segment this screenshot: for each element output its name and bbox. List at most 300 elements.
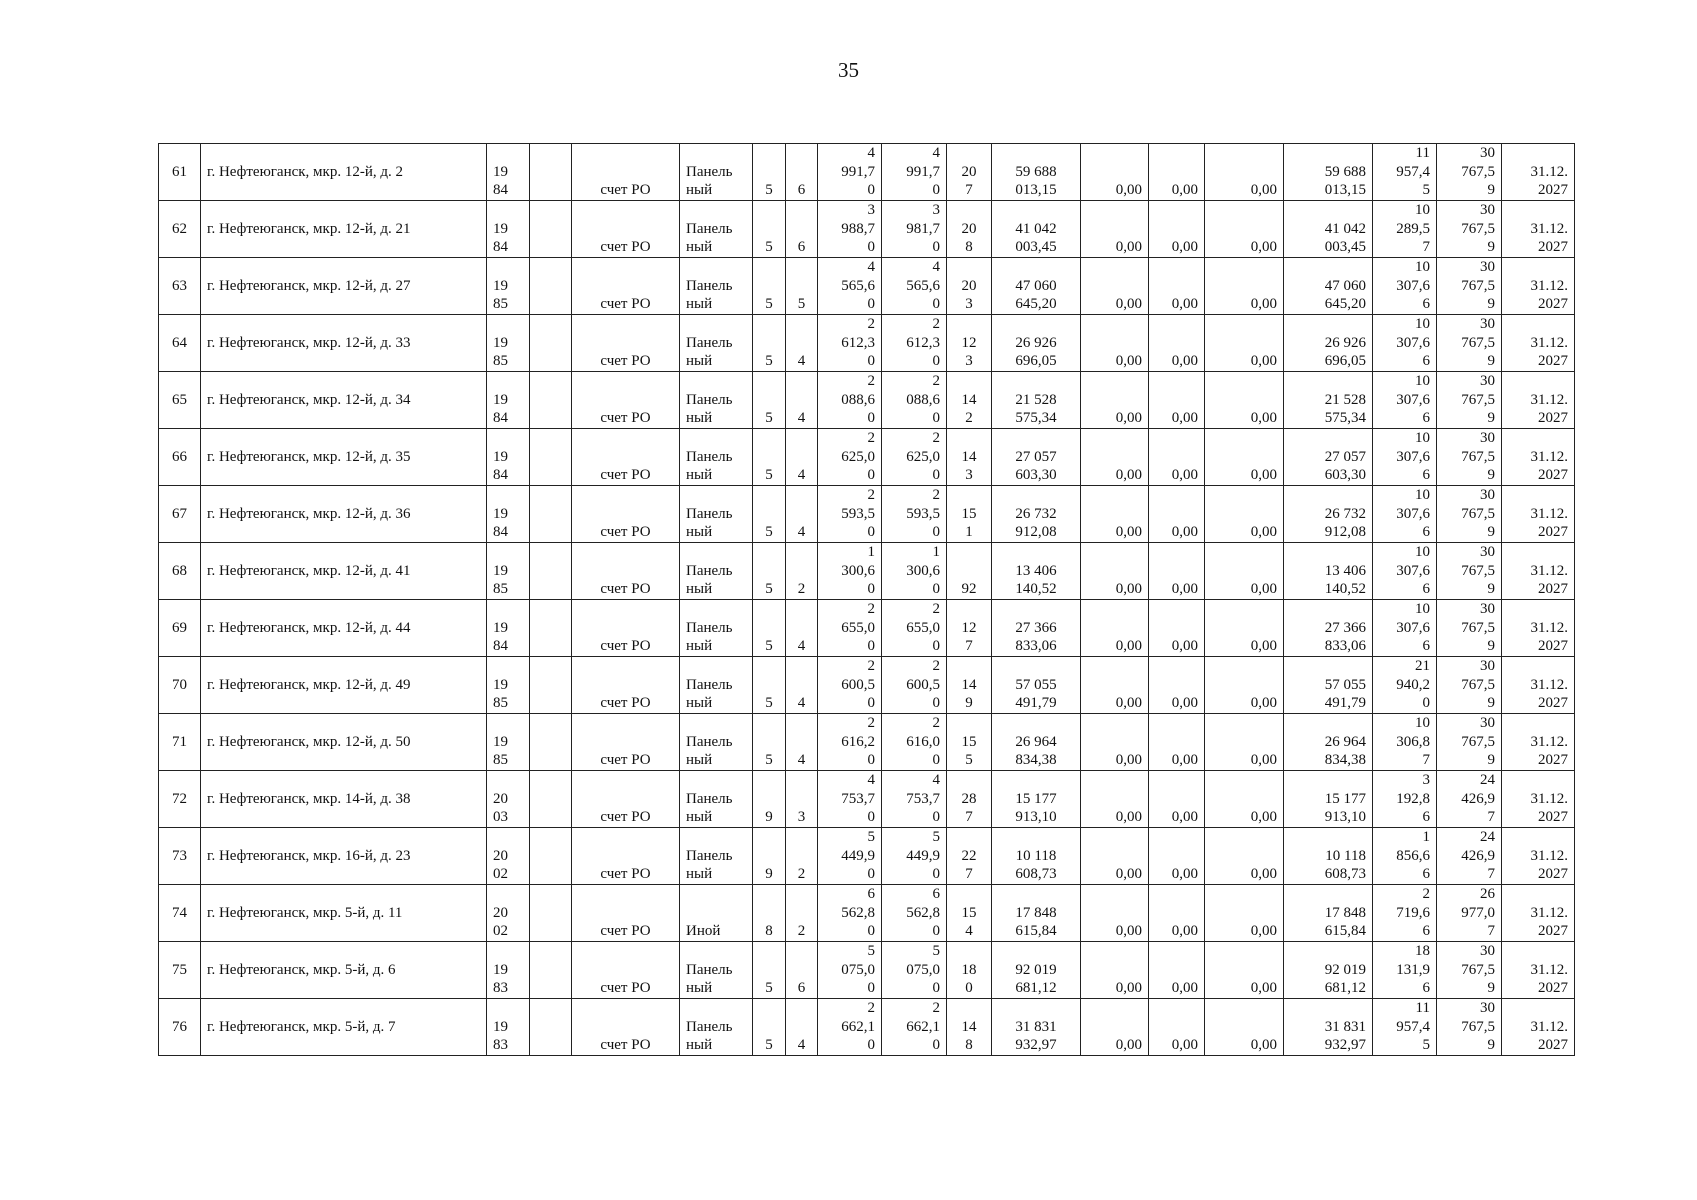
fund-regional: 0,00	[1149, 828, 1205, 885]
living-area-line: 655,0	[906, 619, 940, 636]
total-area-line: 2	[867, 373, 875, 389]
wall-material	[680, 543, 753, 600]
deadline	[1502, 144, 1575, 201]
total-area	[818, 657, 882, 714]
living-area	[882, 714, 947, 771]
limit-cost-line: 767,5	[1461, 961, 1495, 978]
entrances-count: 6	[786, 201, 818, 258]
total-area-line: 5	[867, 829, 875, 845]
limit-cost-line: 767,5	[1461, 619, 1495, 636]
total-cost	[992, 543, 1081, 600]
residents-count	[947, 486, 992, 543]
commission-year-line: 84	[493, 638, 508, 655]
deadline-line: 31.12.	[1530, 505, 1568, 522]
limit-cost	[1437, 429, 1502, 486]
fund-federal: 0,00	[1081, 144, 1149, 201]
entrances-count: 2	[786, 543, 818, 600]
residents-count	[947, 258, 992, 315]
total-area	[818, 942, 882, 999]
house-address: г. Нефтеюганск, мкр. 5-й, д. 6	[201, 942, 487, 999]
unit-cost	[1373, 486, 1437, 543]
residents-count	[947, 315, 992, 372]
residents-count	[947, 828, 992, 885]
unit-cost-line: 0	[1422, 695, 1430, 712]
unit-cost-line: 307,6	[1396, 562, 1430, 579]
unit-cost-line: 10	[1415, 430, 1430, 446]
total-area-line: 655,0	[841, 619, 875, 636]
total-cost-line: 57 055	[1015, 676, 1057, 693]
total-area-line: 0	[867, 524, 875, 541]
limit-cost	[1437, 942, 1502, 999]
total-cost-line: 603,30	[1015, 467, 1057, 484]
owners-funds-line: 26 964	[1324, 733, 1366, 750]
house-address: г. Нефтеюганск, мкр. 12-й, д. 44	[201, 600, 487, 657]
blank-cell	[530, 543, 572, 600]
total-cost-line: 92 019	[1015, 961, 1057, 978]
unit-cost	[1373, 201, 1437, 258]
unit-cost	[1373, 714, 1437, 771]
fund-method: счет РО	[572, 144, 680, 201]
residents-count-line: 28	[961, 790, 977, 807]
wall-material-line: Панель	[686, 562, 733, 579]
limit-cost-line: 9	[1487, 581, 1495, 598]
total-cost-line: 912,08	[1015, 524, 1057, 541]
blank-cell	[530, 258, 572, 315]
living-area	[882, 885, 947, 942]
living-area-line: 0	[932, 296, 940, 313]
fund-regional: 0,00	[1149, 600, 1205, 657]
unit-cost-line: 3	[1422, 772, 1430, 788]
limit-cost	[1437, 771, 1502, 828]
deadline-line: 31.12.	[1530, 961, 1568, 978]
living-area	[882, 315, 947, 372]
fund-local: 0,00	[1205, 258, 1284, 315]
owners-funds	[1284, 315, 1373, 372]
total-cost	[992, 771, 1081, 828]
wall-material-line: ный	[686, 809, 713, 826]
limit-cost-line: 7	[1487, 866, 1495, 883]
fund-method: счет РО	[572, 201, 680, 258]
commission-year-line: 02	[493, 866, 508, 883]
fund-regional: 0,00	[1149, 144, 1205, 201]
unit-cost-line: 306,8	[1396, 733, 1430, 750]
entrances-count: 4	[786, 486, 818, 543]
living-area-line: 2	[932, 1000, 940, 1016]
residents-count-line: 8	[965, 1037, 973, 1054]
unit-cost-line: 21	[1415, 658, 1430, 674]
unit-cost	[1373, 657, 1437, 714]
living-area-line: 0	[932, 752, 940, 769]
wall-material-line: ный	[686, 752, 713, 769]
house-address: г. Нефтеюганск, мкр. 14-й, д. 38	[201, 771, 487, 828]
limit-cost	[1437, 657, 1502, 714]
commission-year	[487, 828, 530, 885]
total-area	[818, 486, 882, 543]
wall-material	[680, 144, 753, 201]
row-number: 69	[159, 600, 201, 657]
commission-year-line: 83	[493, 1037, 508, 1054]
living-area	[882, 771, 947, 828]
commission-year-line: 83	[493, 980, 508, 997]
wall-material-line: Панель	[686, 163, 733, 180]
floors-count: 5	[753, 372, 786, 429]
owners-funds-line: 696,05	[1324, 353, 1366, 370]
entrances-count: 6	[786, 942, 818, 999]
residents-count-line: 14	[961, 1018, 977, 1035]
blank-cell	[530, 201, 572, 258]
limit-cost-line: 767,5	[1461, 733, 1495, 750]
limit-cost-line: 30	[1480, 715, 1495, 731]
unit-cost-line: 307,6	[1396, 505, 1430, 522]
commission-year	[487, 144, 530, 201]
total-area	[818, 714, 882, 771]
total-area	[818, 828, 882, 885]
living-area-line: 662,1	[906, 1018, 940, 1035]
owners-funds	[1284, 600, 1373, 657]
living-area-line: 0	[932, 353, 940, 370]
living-area-line: 0	[932, 866, 940, 883]
table-row	[159, 543, 1575, 600]
limit-cost-line: 26	[1480, 886, 1495, 902]
fund-regional: 0,00	[1149, 486, 1205, 543]
living-area	[882, 999, 947, 1056]
wall-material-line: ный	[686, 1037, 713, 1054]
unit-cost-line: 307,6	[1396, 619, 1430, 636]
total-cost-line: 15 177	[1015, 790, 1057, 807]
floors-count: 9	[753, 771, 786, 828]
residents-count-line: 7	[965, 809, 973, 826]
wall-material-line: ный	[686, 296, 713, 313]
residents-count-line: 14	[961, 448, 977, 465]
limit-cost	[1437, 828, 1502, 885]
deadline-line: 31.12.	[1530, 1018, 1568, 1035]
total-area-line: 449,9	[841, 847, 875, 864]
limit-cost	[1437, 258, 1502, 315]
fund-local: 0,00	[1205, 714, 1284, 771]
living-area-line: 0	[932, 695, 940, 712]
total-cost	[992, 657, 1081, 714]
floors-count: 5	[753, 315, 786, 372]
owners-funds-line: 913,10	[1324, 809, 1366, 826]
living-area-line: 0	[932, 923, 940, 940]
wall-material	[680, 999, 753, 1056]
fund-federal: 0,00	[1081, 885, 1149, 942]
total-cost	[992, 942, 1081, 999]
commission-year	[487, 885, 530, 942]
unit-cost-line: 5	[1422, 1037, 1430, 1054]
unit-cost-line: 957,4	[1396, 1018, 1430, 1035]
living-area-line: 075,0	[906, 961, 940, 978]
deadline-line: 2027	[1538, 239, 1568, 256]
fund-local: 0,00	[1205, 543, 1284, 600]
wall-material-line: Панель	[686, 961, 733, 978]
fund-local: 0,00	[1205, 429, 1284, 486]
table-row	[159, 429, 1575, 486]
fund-regional: 0,00	[1149, 258, 1205, 315]
fund-federal: 0,00	[1081, 714, 1149, 771]
wall-material-line: Панель	[686, 277, 733, 294]
total-cost-line: 26 926	[1015, 334, 1057, 351]
living-area-line: 2	[932, 316, 940, 332]
owners-funds-line: 92 019	[1324, 961, 1366, 978]
owners-funds-line: 003,45	[1324, 239, 1366, 256]
owners-funds-line: 834,38	[1324, 752, 1366, 769]
owners-funds-line: 833,06	[1324, 638, 1366, 655]
total-area-line: 0	[867, 695, 875, 712]
commission-year-line: 85	[493, 296, 508, 313]
total-area	[818, 429, 882, 486]
blank-cell	[530, 885, 572, 942]
wall-material	[680, 315, 753, 372]
limit-cost-line: 30	[1480, 430, 1495, 446]
wall-material-line: Панель	[686, 220, 733, 237]
wall-material-line: Панель	[686, 391, 733, 408]
total-cost-line: 26 732	[1015, 505, 1057, 522]
residents-count	[947, 714, 992, 771]
living-area-line: 625,0	[906, 448, 940, 465]
living-area-line: 300,6	[906, 562, 940, 579]
total-cost-line: 833,06	[1015, 638, 1057, 655]
entrances-count: 2	[786, 885, 818, 942]
unit-cost-line: 10	[1415, 544, 1430, 560]
residents-count-line: 14	[961, 391, 977, 408]
floors-count: 5	[753, 657, 786, 714]
residents-count-line: 1	[965, 524, 973, 541]
living-area	[882, 144, 947, 201]
deadline	[1502, 942, 1575, 999]
unit-cost-line: 6	[1422, 581, 1430, 598]
fund-method: счет РО	[572, 771, 680, 828]
total-area-line: 0	[867, 923, 875, 940]
deadline-line: 31.12.	[1530, 790, 1568, 807]
unit-cost-line: 6	[1422, 467, 1430, 484]
commission-year	[487, 201, 530, 258]
deadline-line: 31.12.	[1530, 676, 1568, 693]
limit-cost-line: 30	[1480, 145, 1495, 161]
blank-cell	[530, 714, 572, 771]
fund-method: счет РО	[572, 372, 680, 429]
commission-year-line: 20	[493, 847, 508, 864]
unit-cost-line: 6	[1422, 638, 1430, 655]
owners-funds-line: 645,20	[1324, 296, 1366, 313]
fund-local: 0,00	[1205, 771, 1284, 828]
limit-cost-line: 9	[1487, 410, 1495, 427]
commission-year-line: 19	[493, 220, 508, 237]
residents-count-line: 7	[965, 638, 973, 655]
residents-count-line: 4	[965, 923, 973, 940]
deadline	[1502, 543, 1575, 600]
row-number: 73	[159, 828, 201, 885]
blank-cell	[530, 486, 572, 543]
owners-funds	[1284, 372, 1373, 429]
residents-count	[947, 429, 992, 486]
deadline-line: 31.12.	[1530, 277, 1568, 294]
unit-cost-line: 192,8	[1396, 790, 1430, 807]
commission-year	[487, 372, 530, 429]
unit-cost-line: 11	[1415, 145, 1430, 161]
owners-funds-line: 17 848	[1324, 904, 1366, 921]
limit-cost-line: 767,5	[1461, 163, 1495, 180]
table-row	[159, 999, 1575, 1056]
wall-material-line: Панель	[686, 334, 733, 351]
commission-year-line: 19	[493, 961, 508, 978]
fund-local: 0,00	[1205, 315, 1284, 372]
residents-count-line: 15	[961, 733, 977, 750]
wall-material-line: Панель	[686, 448, 733, 465]
residents-count-line: 8	[965, 239, 973, 256]
unit-cost-line: 18	[1415, 943, 1430, 959]
unit-cost	[1373, 999, 1437, 1056]
fund-regional: 0,00	[1149, 543, 1205, 600]
living-area-line: 2	[932, 715, 940, 731]
owners-funds	[1284, 999, 1373, 1056]
total-cost-line: 696,05	[1015, 353, 1057, 370]
unit-cost	[1373, 543, 1437, 600]
limit-cost-line: 9	[1487, 524, 1495, 541]
row-number: 61	[159, 144, 201, 201]
commission-year	[487, 657, 530, 714]
commission-year-line: 19	[493, 391, 508, 408]
owners-funds	[1284, 429, 1373, 486]
blank-cell	[530, 372, 572, 429]
total-cost-line: 681,12	[1015, 980, 1057, 997]
wall-material-line: ный	[686, 524, 713, 541]
total-cost-line: 140,52	[1015, 581, 1057, 598]
total-cost-line: 13 406	[1015, 562, 1057, 579]
owners-funds-line: 13 406	[1324, 562, 1366, 579]
total-cost-line: 491,79	[1015, 695, 1057, 712]
living-area-line: 0	[932, 410, 940, 427]
house-address: г. Нефтеюганск, мкр. 12-й, д. 33	[201, 315, 487, 372]
limit-cost-line: 9	[1487, 467, 1495, 484]
blank-cell	[530, 315, 572, 372]
wall-material-line: Иной	[686, 923, 721, 940]
fund-method: счет РО	[572, 999, 680, 1056]
entrances-count: 4	[786, 999, 818, 1056]
residents-count	[947, 942, 992, 999]
commission-year	[487, 315, 530, 372]
owners-funds-line: 10 118	[1325, 847, 1366, 864]
total-area-line: 075,0	[841, 961, 875, 978]
total-area-line: 562,8	[841, 904, 875, 921]
unit-cost-line: 10	[1415, 487, 1430, 503]
living-area-line: 449,9	[906, 847, 940, 864]
residents-count-line: 20	[961, 163, 977, 180]
owners-funds-line: 615,84	[1324, 923, 1366, 940]
limit-cost-line: 767,5	[1461, 676, 1495, 693]
fund-federal: 0,00	[1081, 486, 1149, 543]
wall-material	[680, 828, 753, 885]
owners-funds	[1284, 657, 1373, 714]
house-address: г. Нефтеюганск, мкр. 5-й, д. 11	[201, 885, 487, 942]
table-row	[159, 885, 1575, 942]
living-area	[882, 486, 947, 543]
living-area-line: 565,6	[906, 277, 940, 294]
residents-count	[947, 543, 992, 600]
residents-count	[947, 885, 992, 942]
wall-material-line: ный	[686, 695, 713, 712]
unit-cost-line: 6	[1422, 524, 1430, 541]
house-address: г. Нефтеюганск, мкр. 5-й, д. 7	[201, 999, 487, 1056]
blank-cell	[530, 144, 572, 201]
deadline-line: 2027	[1538, 1037, 1568, 1054]
blank-cell	[530, 828, 572, 885]
total-area	[818, 885, 882, 942]
limit-cost-line: 9	[1487, 752, 1495, 769]
commission-year-line: 84	[493, 239, 508, 256]
total-cost-line: 575,34	[1015, 410, 1057, 427]
fund-federal: 0,00	[1081, 429, 1149, 486]
living-area	[882, 828, 947, 885]
living-area	[882, 600, 947, 657]
limit-cost-line: 426,9	[1461, 790, 1495, 807]
row-number: 64	[159, 315, 201, 372]
fund-method: счет РО	[572, 315, 680, 372]
unit-cost-line: 11	[1415, 1000, 1430, 1016]
wall-material-line: Панель	[686, 676, 733, 693]
total-area-line: 625,0	[841, 448, 875, 465]
deadline-line: 2027	[1538, 866, 1568, 883]
total-cost-line: 27 366	[1015, 619, 1057, 636]
row-number: 66	[159, 429, 201, 486]
total-cost-line: 26 964	[1015, 733, 1057, 750]
limit-cost-line: 7	[1487, 923, 1495, 940]
table-row	[159, 486, 1575, 543]
unit-cost	[1373, 600, 1437, 657]
living-area	[882, 942, 947, 999]
residents-count-line: 7	[965, 182, 973, 199]
row-number: 75	[159, 942, 201, 999]
total-area-line: 0	[867, 638, 875, 655]
limit-cost-line: 767,5	[1461, 448, 1495, 465]
commission-year-line: 85	[493, 695, 508, 712]
wall-material-line: ный	[686, 239, 713, 256]
total-area	[818, 315, 882, 372]
house-address: г. Нефтеюганск, мкр. 12-й, д. 49	[201, 657, 487, 714]
unit-cost-line: 307,6	[1396, 277, 1430, 294]
living-area-line: 600,5	[906, 676, 940, 693]
unit-cost-line: 10	[1415, 202, 1430, 218]
unit-cost	[1373, 144, 1437, 201]
deadline	[1502, 315, 1575, 372]
total-area-line: 0	[867, 296, 875, 313]
residents-count-line: 2	[965, 410, 973, 427]
living-area	[882, 657, 947, 714]
living-area-line: 593,5	[906, 505, 940, 522]
limit-cost	[1437, 486, 1502, 543]
deadline	[1502, 885, 1575, 942]
deadline-line: 31.12.	[1530, 733, 1568, 750]
living-area-line: 612,3	[906, 334, 940, 351]
table-row	[159, 201, 1575, 258]
owners-funds	[1284, 543, 1373, 600]
commission-year	[487, 429, 530, 486]
limit-cost-line: 767,5	[1461, 505, 1495, 522]
commission-year-line: 85	[493, 353, 508, 370]
living-area-line: 0	[932, 524, 940, 541]
deadline-line: 2027	[1538, 524, 1568, 541]
fund-regional: 0,00	[1149, 315, 1205, 372]
floors-count: 9	[753, 828, 786, 885]
commission-year	[487, 486, 530, 543]
wall-material	[680, 771, 753, 828]
entrances-count: 6	[786, 144, 818, 201]
total-cost-line: 41 042	[1015, 220, 1057, 237]
living-area-line: 2	[932, 658, 940, 674]
limit-cost-line: 30	[1480, 316, 1495, 332]
fund-federal: 0,00	[1081, 543, 1149, 600]
owners-funds-line: 140,52	[1324, 581, 1366, 598]
